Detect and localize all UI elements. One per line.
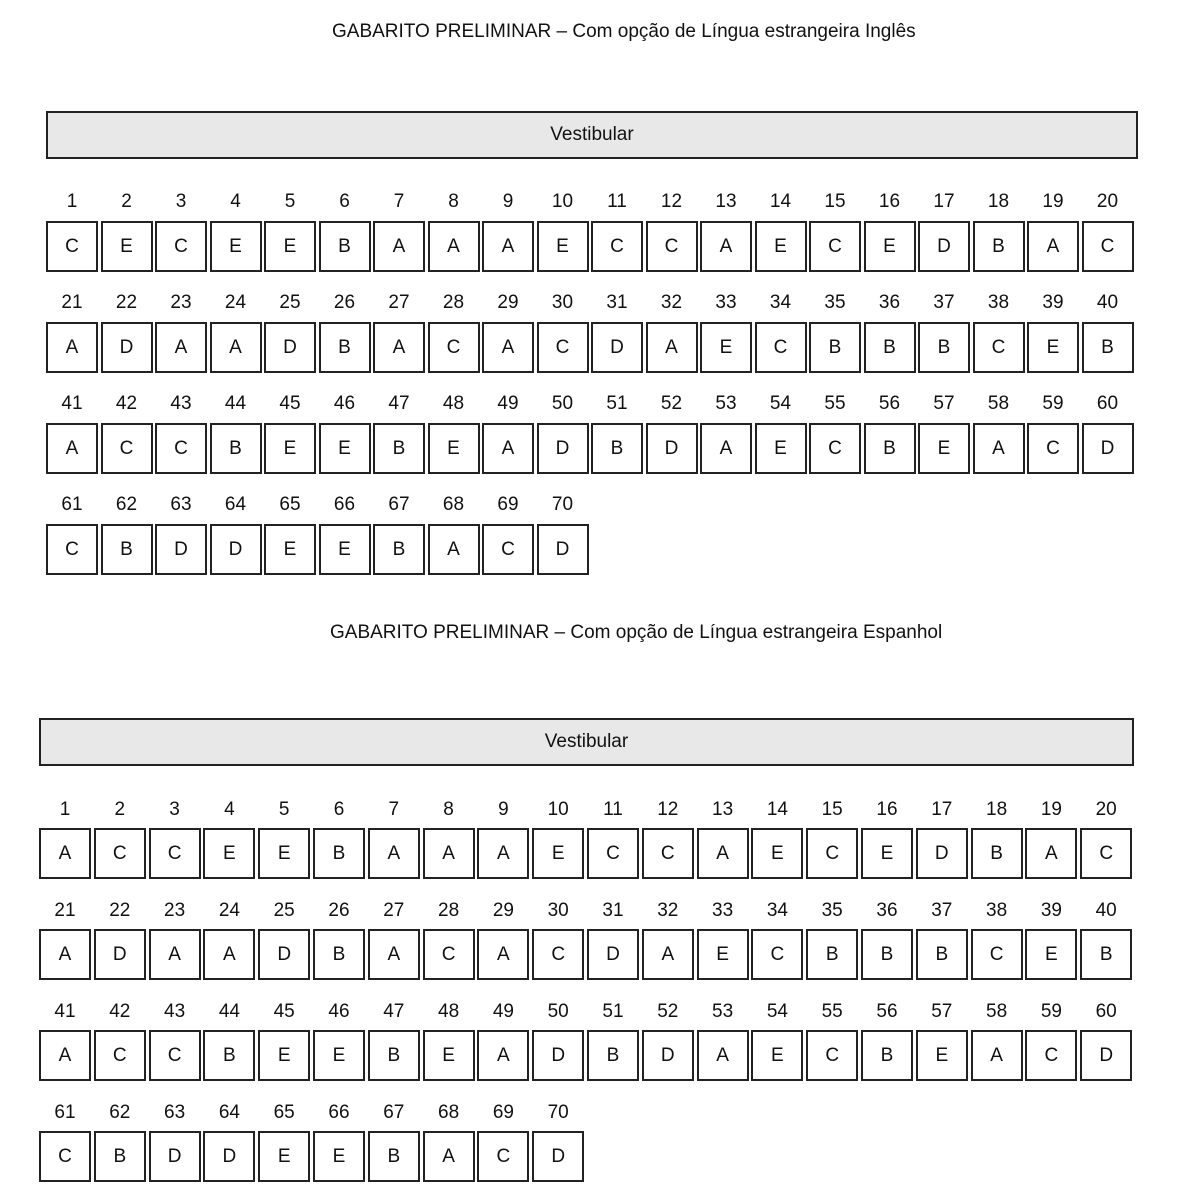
- answer-cell: C: [646, 221, 698, 272]
- question-number: 3: [175, 191, 187, 212]
- question-number: 13: [712, 799, 734, 820]
- answer-cell: C: [1025, 1030, 1077, 1081]
- question-number: 11: [603, 799, 623, 820]
- question-number: 48: [442, 393, 465, 414]
- question-number: 36: [878, 292, 901, 313]
- question-number: 53: [712, 1001, 734, 1022]
- answer-cell: D: [203, 1131, 255, 1182]
- answer-cell: A: [428, 524, 480, 575]
- question-number: 54: [769, 393, 792, 414]
- answer-cell: B: [319, 221, 371, 272]
- answer-cell: C: [423, 929, 475, 980]
- answer-cell: B: [973, 221, 1025, 272]
- answer-cell: C: [1080, 828, 1132, 879]
- answer-cell: D: [537, 423, 589, 474]
- answer-cell: E: [313, 1131, 365, 1182]
- answer-cell: A: [1027, 221, 1079, 272]
- question-number: 30: [551, 292, 574, 313]
- answer-cell: D: [642, 1030, 694, 1081]
- question-number: 63: [170, 494, 192, 515]
- question-number: 5: [284, 191, 296, 212]
- answer-cell: C: [809, 423, 861, 474]
- question-number: 26: [333, 292, 356, 313]
- answer-cell: A: [973, 423, 1025, 474]
- question-number: 5: [278, 799, 290, 820]
- question-number: 53: [715, 393, 737, 414]
- answer-cell: B: [203, 1030, 255, 1081]
- question-number: 32: [657, 900, 679, 921]
- question-number: 63: [164, 1102, 186, 1123]
- question-number: 2: [121, 191, 132, 212]
- answer-cell: E: [697, 929, 749, 980]
- answer-cell: C: [591, 221, 643, 272]
- question-number: 11: [607, 191, 627, 212]
- answer-cell: A: [39, 1030, 91, 1081]
- question-number: 41: [54, 1001, 76, 1022]
- question-number: 6: [333, 799, 345, 820]
- question-number: 16: [878, 191, 901, 212]
- question-number: 13: [715, 191, 737, 212]
- answer-cell: A: [477, 1030, 529, 1081]
- question-number: 8: [448, 191, 459, 212]
- answer-cell: C: [537, 322, 589, 373]
- question-number: 1: [66, 191, 78, 212]
- answer-cell: E: [264, 221, 316, 272]
- answer-cell: E: [755, 221, 807, 272]
- answer-cell: A: [203, 929, 255, 980]
- answer-cell: C: [751, 929, 803, 980]
- question-number: 27: [388, 292, 410, 313]
- answer-cell: C: [806, 828, 858, 879]
- question-number: 66: [328, 1102, 350, 1123]
- question-number: 15: [824, 191, 846, 212]
- question-number: 70: [547, 1102, 569, 1123]
- question-number: 55: [824, 393, 846, 414]
- answer-cell: E: [258, 1131, 310, 1182]
- answer-cell: B: [319, 322, 371, 373]
- answer-cell: A: [646, 322, 698, 373]
- answer-cell: A: [482, 221, 534, 272]
- answer-cell: C: [428, 322, 480, 373]
- answer-cell: B: [587, 1030, 639, 1081]
- question-number: 58: [986, 1001, 1008, 1022]
- question-number: 21: [54, 900, 76, 921]
- question-number: 60: [1095, 1001, 1117, 1022]
- question-number: 62: [115, 494, 138, 515]
- answer-cell: E: [700, 322, 752, 373]
- answer-cell: E: [532, 828, 584, 879]
- answer-cell: C: [971, 929, 1023, 980]
- question-number: 54: [766, 1001, 788, 1022]
- answer-cell: B: [313, 828, 365, 879]
- question-number: 19: [1042, 191, 1064, 212]
- answer-cell: B: [1082, 322, 1134, 373]
- answer-cell: E: [210, 221, 262, 272]
- answer-cell: E: [319, 524, 371, 575]
- answer-cell: D: [918, 221, 970, 272]
- answer-cell: D: [101, 322, 153, 373]
- answer-cell: A: [210, 322, 262, 373]
- answer-cell: D: [537, 524, 589, 575]
- answer-cell: A: [971, 1030, 1023, 1081]
- question-number: 64: [218, 1102, 240, 1123]
- answer-cell: B: [373, 423, 425, 474]
- question-number: 46: [333, 393, 356, 414]
- exam-header-bar: Vestibular: [39, 718, 1134, 766]
- answer-cell: E: [861, 828, 913, 879]
- question-number: 22: [115, 292, 138, 313]
- answer-cell: B: [368, 1030, 420, 1081]
- question-number: 10: [551, 191, 574, 212]
- answer-cell: C: [809, 221, 861, 272]
- question-number: 4: [230, 191, 241, 212]
- question-number: 48: [438, 1001, 460, 1022]
- answer-cell: E: [916, 1030, 968, 1081]
- answer-cell: C: [149, 1030, 201, 1081]
- answer-cell: D: [916, 828, 968, 879]
- question-number: 65: [279, 494, 301, 515]
- answer-cell: A: [642, 929, 694, 980]
- answer-cell: A: [149, 929, 201, 980]
- question-number: 25: [279, 292, 301, 313]
- answer-cell: E: [258, 1030, 310, 1081]
- answer-cell: E: [755, 423, 807, 474]
- answer-cell: A: [697, 828, 749, 879]
- question-number: 25: [273, 900, 295, 921]
- answer-cell: C: [1027, 423, 1079, 474]
- question-number: 31: [602, 900, 624, 921]
- answer-cell: A: [1025, 828, 1077, 879]
- answer-cell: C: [149, 828, 201, 879]
- answer-cell: A: [482, 322, 534, 373]
- question-number: 51: [602, 1001, 624, 1022]
- answer-cell: C: [973, 322, 1025, 373]
- question-number: 14: [769, 191, 792, 212]
- answer-cell: B: [809, 322, 861, 373]
- answer-cell: A: [373, 322, 425, 373]
- question-number: 2: [114, 799, 126, 820]
- answer-cell: A: [368, 929, 420, 980]
- answer-cell: C: [101, 423, 153, 474]
- answer-cell: D: [264, 322, 316, 373]
- question-number: 50: [547, 1001, 569, 1022]
- question-number: 42: [115, 393, 138, 414]
- answer-cell: A: [428, 221, 480, 272]
- question-number: 24: [224, 292, 247, 313]
- answer-cell: A: [46, 322, 98, 373]
- question-number: 42: [109, 1001, 131, 1022]
- question-number: 47: [383, 1001, 405, 1022]
- answer-cell: A: [697, 1030, 749, 1081]
- answer-cell: E: [101, 221, 153, 272]
- question-number: 26: [328, 900, 350, 921]
- question-number: 41: [61, 393, 83, 414]
- question-number: 56: [878, 393, 901, 414]
- answer-cell: A: [155, 322, 207, 373]
- answer-cell: D: [1082, 423, 1134, 474]
- question-number: 37: [931, 900, 953, 921]
- answer-cell: A: [423, 828, 475, 879]
- question-number: 68: [442, 494, 465, 515]
- answer-cell: E: [918, 423, 970, 474]
- question-number: 6: [339, 191, 350, 212]
- answer-cell: B: [210, 423, 262, 474]
- question-number: 16: [876, 799, 898, 820]
- question-number: 67: [388, 494, 410, 515]
- answer-cell: C: [587, 828, 639, 879]
- question-number: 33: [712, 900, 734, 921]
- answer-cell: C: [532, 929, 584, 980]
- answer-cell: C: [155, 423, 207, 474]
- question-number: 19: [1040, 799, 1062, 820]
- answer-cell: C: [46, 221, 98, 272]
- question-number: 70: [551, 494, 574, 515]
- answer-cell: E: [258, 828, 310, 879]
- answer-cell: C: [1082, 221, 1134, 272]
- question-number: 39: [1040, 900, 1062, 921]
- answer-cell: C: [46, 524, 98, 575]
- question-number: 51: [606, 393, 628, 414]
- question-number: 52: [657, 1001, 679, 1022]
- question-number: 27: [383, 900, 405, 921]
- question-number: 29: [492, 900, 514, 921]
- answer-cell: E: [1025, 929, 1077, 980]
- answer-cell: E: [264, 524, 316, 575]
- answer-cell: B: [101, 524, 153, 575]
- question-number: 36: [876, 900, 898, 921]
- answer-cell: D: [258, 929, 310, 980]
- answer-cell: D: [1080, 1030, 1132, 1081]
- question-number: 21: [61, 292, 83, 313]
- question-number: 8: [443, 799, 454, 820]
- question-number: 49: [497, 393, 519, 414]
- question-number: 30: [547, 900, 569, 921]
- answer-cell: A: [39, 929, 91, 980]
- answer-cell: B: [864, 322, 916, 373]
- answer-cell: D: [532, 1131, 584, 1182]
- question-number: 15: [821, 799, 843, 820]
- answer-cell: C: [477, 1131, 529, 1182]
- question-number: 56: [876, 1001, 898, 1022]
- question-number: 32: [660, 292, 683, 313]
- question-number: 45: [279, 393, 301, 414]
- answer-cell: A: [482, 423, 534, 474]
- answer-cell: E: [1027, 322, 1079, 373]
- question-number: 65: [273, 1102, 295, 1123]
- question-number: 7: [393, 191, 405, 212]
- answer-cell: B: [861, 1030, 913, 1081]
- question-number: 18: [987, 191, 1010, 212]
- question-number: 9: [502, 191, 514, 212]
- answer-cell: E: [428, 423, 480, 474]
- question-number: 39: [1042, 292, 1064, 313]
- answer-cell: D: [532, 1030, 584, 1081]
- question-number: 4: [224, 799, 235, 820]
- answer-cell: A: [477, 828, 529, 879]
- answer-cell: B: [591, 423, 643, 474]
- question-number: 31: [606, 292, 628, 313]
- answer-cell: B: [916, 929, 968, 980]
- question-number: 12: [660, 191, 683, 212]
- question-number: 3: [169, 799, 180, 820]
- answer-cell: B: [313, 929, 365, 980]
- question-number: 23: [164, 900, 186, 921]
- question-number: 29: [497, 292, 519, 313]
- question-number: 20: [1096, 191, 1119, 212]
- answer-cell: A: [700, 221, 752, 272]
- answer-cell: D: [149, 1131, 201, 1182]
- answer-cell: C: [755, 322, 807, 373]
- question-number: 60: [1096, 393, 1119, 414]
- question-number: 61: [54, 1102, 76, 1123]
- question-number: 35: [824, 292, 846, 313]
- answer-cell: E: [264, 423, 316, 474]
- answer-cell: B: [373, 524, 425, 575]
- answer-cell: A: [477, 929, 529, 980]
- answer-cell: E: [319, 423, 371, 474]
- question-number: 24: [218, 900, 240, 921]
- question-number: 49: [492, 1001, 514, 1022]
- question-number: 45: [273, 1001, 295, 1022]
- question-number: 57: [933, 393, 955, 414]
- question-number: 17: [933, 191, 955, 212]
- section-title: GABARITO PRELIMINAR – Com opção de Língua estrangeira Inglês: [332, 21, 916, 42]
- question-number: 67: [383, 1102, 405, 1123]
- question-number: 64: [224, 494, 247, 515]
- question-number: 58: [987, 393, 1010, 414]
- question-number: 40: [1095, 900, 1117, 921]
- question-number: 20: [1095, 799, 1117, 820]
- question-number: 7: [388, 799, 400, 820]
- answer-cell: A: [46, 423, 98, 474]
- question-number: 38: [987, 292, 1010, 313]
- answer-cell: B: [368, 1131, 420, 1182]
- answer-cell: A: [39, 828, 91, 879]
- answer-cell: B: [94, 1131, 146, 1182]
- question-number: 59: [1042, 393, 1064, 414]
- question-number: 34: [766, 900, 788, 921]
- question-number: 38: [986, 900, 1008, 921]
- question-number: 28: [442, 292, 465, 313]
- answer-cell: B: [806, 929, 858, 980]
- question-number: 22: [109, 900, 131, 921]
- answer-cell: C: [155, 221, 207, 272]
- answer-cell: A: [368, 828, 420, 879]
- question-number: 33: [715, 292, 737, 313]
- question-number: 1: [59, 799, 71, 820]
- answer-cell: A: [423, 1131, 475, 1182]
- question-number: 43: [164, 1001, 186, 1022]
- question-number: 69: [497, 494, 519, 515]
- question-number: 9: [498, 799, 509, 820]
- question-number: 61: [61, 494, 83, 515]
- question-number: 47: [388, 393, 410, 414]
- section-title: GABARITO PRELIMINAR – Com opção de Língua estrangeira Espanhol: [330, 622, 943, 643]
- question-number: 66: [333, 494, 356, 515]
- question-number: 62: [109, 1102, 131, 1123]
- answer-cell: E: [423, 1030, 475, 1081]
- answer-cell: C: [94, 828, 146, 879]
- question-number: 57: [931, 1001, 953, 1022]
- question-number: 43: [170, 393, 192, 414]
- answer-cell: E: [537, 221, 589, 272]
- question-number: 12: [657, 799, 679, 820]
- answer-cell: D: [591, 322, 643, 373]
- question-number: 34: [769, 292, 792, 313]
- answer-cell: C: [94, 1030, 146, 1081]
- answer-cell: E: [751, 828, 803, 879]
- question-number: 37: [933, 292, 955, 313]
- answer-cell: B: [971, 828, 1023, 879]
- answer-cell: B: [861, 929, 913, 980]
- answer-cell: B: [918, 322, 970, 373]
- question-number: 17: [931, 799, 953, 820]
- answer-cell: C: [806, 1030, 858, 1081]
- answer-cell: D: [94, 929, 146, 980]
- answer-cell: A: [373, 221, 425, 272]
- answer-cell: D: [210, 524, 262, 575]
- answer-cell: C: [482, 524, 534, 575]
- answer-cell: B: [864, 423, 916, 474]
- question-number: 44: [218, 1001, 240, 1022]
- question-number: 50: [551, 393, 574, 414]
- question-number: 55: [821, 1001, 843, 1022]
- question-number: 40: [1096, 292, 1119, 313]
- exam-header-bar: Vestibular: [46, 111, 1138, 159]
- question-number: 68: [438, 1102, 460, 1123]
- question-number: 46: [328, 1001, 350, 1022]
- answer-cell: E: [203, 828, 255, 879]
- answer-cell: D: [587, 929, 639, 980]
- answer-cell: E: [751, 1030, 803, 1081]
- question-number: 18: [986, 799, 1008, 820]
- question-number: 35: [821, 900, 843, 921]
- question-number: 28: [438, 900, 460, 921]
- question-number: 44: [224, 393, 247, 414]
- answer-cell: C: [642, 828, 694, 879]
- answer-cell: D: [155, 524, 207, 575]
- answer-cell: D: [646, 423, 698, 474]
- answer-cell: B: [1080, 929, 1132, 980]
- question-number: 23: [170, 292, 192, 313]
- question-number: 10: [547, 799, 569, 820]
- question-number: 69: [492, 1102, 514, 1123]
- answer-cell: A: [700, 423, 752, 474]
- answer-cell: E: [864, 221, 916, 272]
- answer-cell: C: [39, 1131, 91, 1182]
- question-number: 52: [660, 393, 683, 414]
- question-number: 14: [766, 799, 788, 820]
- answer-cell: E: [313, 1030, 365, 1081]
- question-number: 59: [1040, 1001, 1062, 1022]
